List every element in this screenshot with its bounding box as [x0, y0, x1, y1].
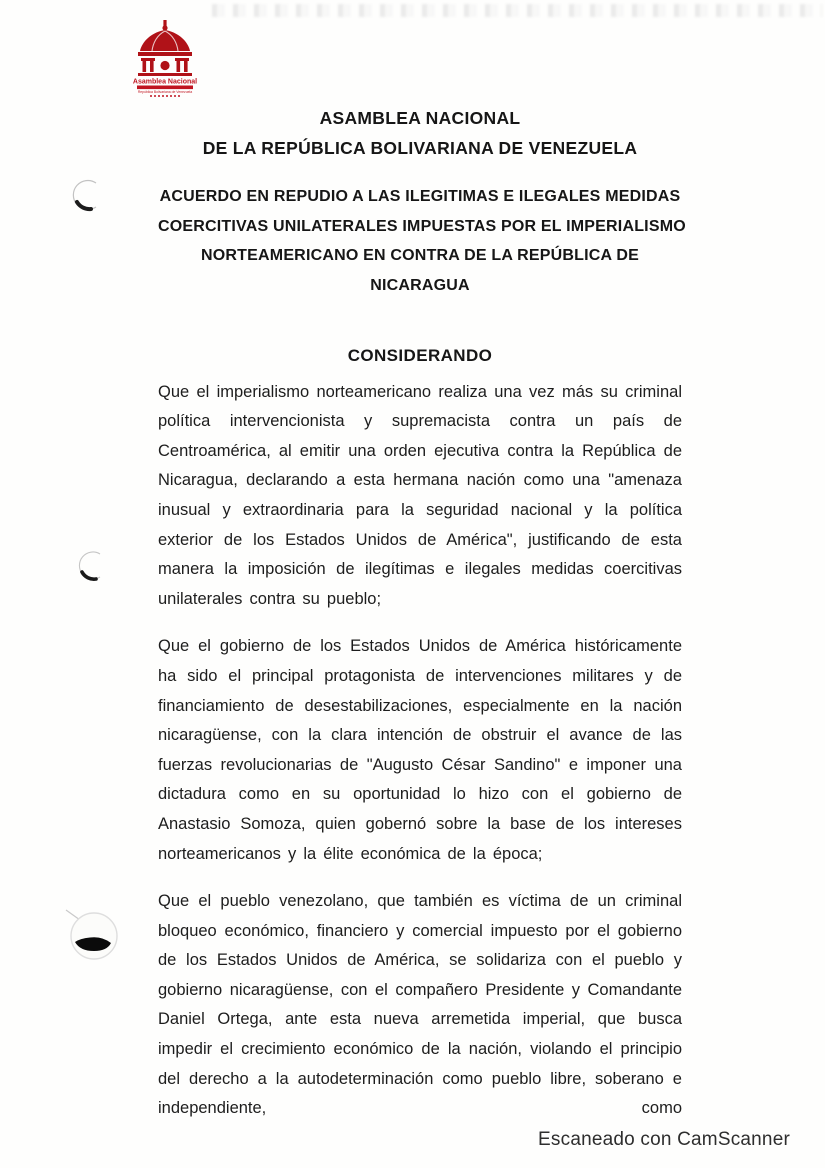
title-line-4: NICARAGUA — [370, 276, 470, 294]
considerando-clause-3: Que el pueblo venezolano, que también es víctima de un criminal bloqueo económico, financiero y comercial impuesto por el gobierno de los Estados Unidos de América, se solidariza con el pueblo y gobierno nicaragüense, con el compañero Presidente y Comandante Daniel Ortega, ante esta nueva arremetida imperial, que busca impedir el crecimiento económico de la nación, violando el principio del derecho a la autodeterminación como pueblo libre, soberano e independiente, como — [158, 892, 682, 1118]
document-body — [158, 0, 686, 1124]
title-line-3: NORTEAMERICANO EN CONTRA DE LA REPÚBLICA DE — [201, 247, 639, 264]
considerando-clause-1: Que el imperialismo norteamericano realiza una vez más su criminal política intervencionista y supremacista contra un país de Centroamérica, al emitir una orden ejecutiva contra la República de Nicaragua, declarando a esta hermana nación como una "amenaza inusual y extraordinaria para la seguridad nacional y la política exterior de los Estados Unidos de América", justificando de esta manera la imposición de ilegítimas e ilegales medidas coercitivas unilaterales contra su pueblo; — [158, 382, 682, 608]
org-name-line1: ASAMBLEA NACIONAL — [319, 108, 521, 128]
org-name-line2: DE LA REPÚBLICA BOLIVARIANA DE VENEZUELA — [202, 138, 638, 158]
camscanner-watermark: Escaneado con CamScanner — [538, 1129, 790, 1150]
logo-subtitle-text: República Bolivariana de Venezuela — [137, 90, 193, 94]
section-heading-considerando: CONSIDERANDO — [347, 346, 493, 365]
hole-punch-mark-2 — [70, 546, 110, 593]
organization-heading — [158, 103, 682, 163]
title-line-2: COERCITIVAS UNILATERALES IMPUESTAS POR EL IMPERIALISMO — [158, 217, 686, 235]
logo-name-text: Asamblea Nacional — [132, 78, 198, 86]
hole-punch-mark-1 — [64, 174, 106, 223]
considerando-clause-2: Que el gobierno de los Estados Unidos de América históricamente ha sido el principal protagonista de intervenciones militares y de financiamiento de desestabilizaciones, especialmente en la nación nicaragüense, con la clara intención de obstruir el avance de las fuerzas revolucionarias de "Augusto César Sandino" e imponer una dictadura como en su oportunidad lo hizo con el gobierno de Anastasio Somoza, quien gobernó sobre la base de los intereses norteamericanos y la élite económica de la época; — [158, 637, 682, 863]
document-title — [158, 182, 686, 300]
title-line-1: ACUERDO EN REPUDIO A LAS ILEGITIMAS E ILEGALES MEDIDAS — [159, 188, 681, 205]
hole-punch-mark-3 — [58, 900, 128, 979]
